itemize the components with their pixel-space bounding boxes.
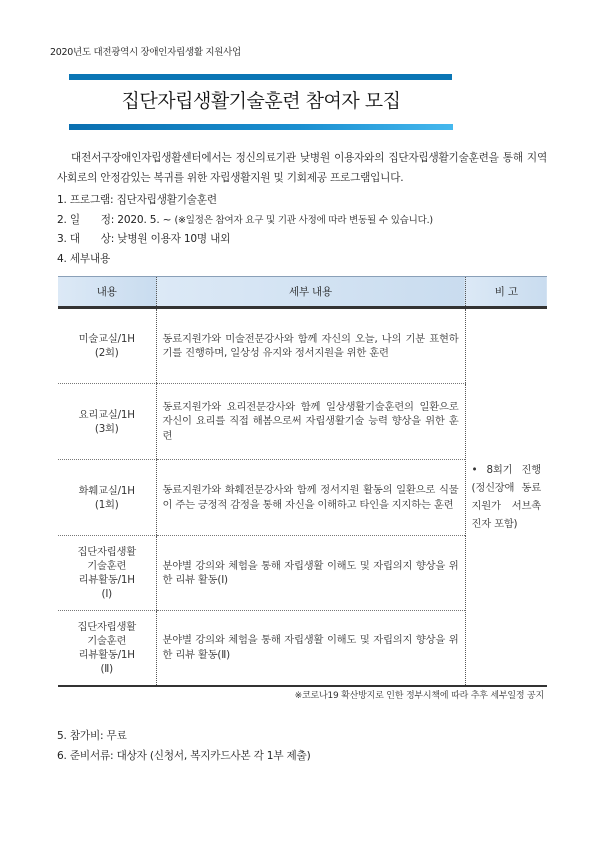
item-number: 4.	[57, 252, 67, 265]
top-note: 2020년도 대전광역시 장애인자립생활 지원사업	[50, 47, 241, 58]
content-line: (Ⅱ)	[100, 662, 113, 675]
column-header-content: 내용	[58, 277, 156, 308]
item-value: 집단자립생활기술훈련	[116, 194, 217, 206]
content-line: 리뷰활동/1H	[78, 648, 135, 661]
item-number: 1.	[57, 194, 67, 206]
title-bar-top	[69, 74, 452, 80]
title-bar-bottom	[69, 124, 453, 130]
item-value: 무료	[106, 730, 127, 742]
content-line: 요리교실/1H	[78, 408, 135, 421]
info-item-fee	[57, 727, 311, 747]
row-content	[58, 536, 156, 611]
info-item-program	[57, 191, 433, 211]
row-content	[58, 460, 156, 536]
item-label: 세부내용	[69, 252, 111, 265]
item-number: 6.	[57, 749, 67, 762]
item-label: 일 정:	[69, 213, 115, 226]
content-line: (Ⅰ)	[101, 588, 112, 600]
item-number: 2.	[57, 213, 67, 226]
page-title: 집단자립생활기술훈련 참여자 모집	[121, 90, 401, 112]
row-detail: 동료지원가와 미술전문강사와 함께 자신의 오늘, 나의 기분 표현하기를 진행하며, 일상성 유지와 정서지원을 위한 훈련	[156, 308, 465, 384]
row-content	[58, 611, 156, 686]
table-header-row	[58, 277, 547, 308]
item-number: 3.	[57, 233, 67, 245]
row-detail: 동료지원가와 화훼전문강사와 함께 정서지원 활동의 일환으로 식물이 주는 긍정적 감정을 통해 자신을 이해하고 타인을 지지하는 훈련	[156, 460, 465, 536]
content-line: 집단자립생활	[77, 620, 136, 633]
item-value: 낮병원 이용자 10명 내외	[117, 233, 231, 245]
content-line: 집단자립생활	[77, 546, 136, 558]
content-line: 기술훈련	[87, 560, 127, 572]
info-item-documents	[57, 747, 311, 767]
column-header-note: 비 고	[465, 277, 547, 308]
row-detail: 분야별 강의와 체험을 통해 자립생활 이해도 및 자립의지 향상을 위한 리뷰 활동(Ⅰ)	[156, 536, 465, 611]
content-line: (1회)	[94, 498, 119, 511]
footnote: ※코로나19 확산방지로 인한 정부시책에 따라 추후 세부일정 공지	[294, 691, 544, 701]
item-label: 대 상:	[69, 233, 115, 245]
content-line: (2회)	[94, 347, 119, 359]
table-row	[58, 308, 547, 384]
row-detail: 분야별 강의와 체험을 통해 자립생활 이해도 및 자립의지 향상을 위한 리뷰 활동(Ⅱ)	[156, 611, 465, 686]
content-line: 화훼교실/1H	[78, 484, 135, 497]
info-list-bottom	[57, 727, 311, 766]
item-label: 프로그램:	[69, 194, 114, 206]
info-item-schedule	[57, 211, 433, 231]
row-detail: 동료지원가와 요리전문강사와 함께 일상생활기술훈련의 일환으로 자신이 요리를 직접 해봄으로써 자립생활기술 능력 향상을 위한 훈련	[156, 384, 465, 460]
row-content	[58, 384, 156, 460]
row-content	[58, 308, 156, 384]
item-note: (※일정은 참여자 요구 및 기관 사정에 따라 변동될 수 있습니다.)	[174, 214, 433, 226]
detail-table	[58, 276, 547, 687]
item-label: 참가비:	[69, 730, 104, 742]
content-line: 리뷰활동/1H	[78, 574, 135, 586]
item-label: 준비서류:	[69, 749, 114, 762]
info-list	[57, 191, 433, 269]
content-line: 미술교실/1H	[78, 333, 135, 345]
intro-paragraph: 대전서구장애인자립생활센터에서는 정신의료기관 낮병원 이용자와의 집단자립생활기술훈련을 통해 지역사회로의 안정감있는 복귀를 위한 자립생활지원 및 기회제공 프로그램입니다.	[57, 152, 547, 184]
info-item-details	[57, 250, 433, 270]
column-header-detail: 세부 내용	[156, 277, 465, 308]
content-line: (3회)	[94, 422, 119, 435]
item-value: 대상자 (신청서, 복지카드사본 각 1부 제출)	[116, 749, 311, 762]
info-item-target	[57, 230, 433, 250]
item-number: 5.	[57, 730, 67, 742]
item-value: 2020. 5. ~	[117, 213, 172, 226]
content-line: 기술훈련	[87, 634, 127, 647]
row-note: • 8회기 진행 (정신장애 동료지원가 서브촉진자 포함)	[465, 308, 547, 686]
